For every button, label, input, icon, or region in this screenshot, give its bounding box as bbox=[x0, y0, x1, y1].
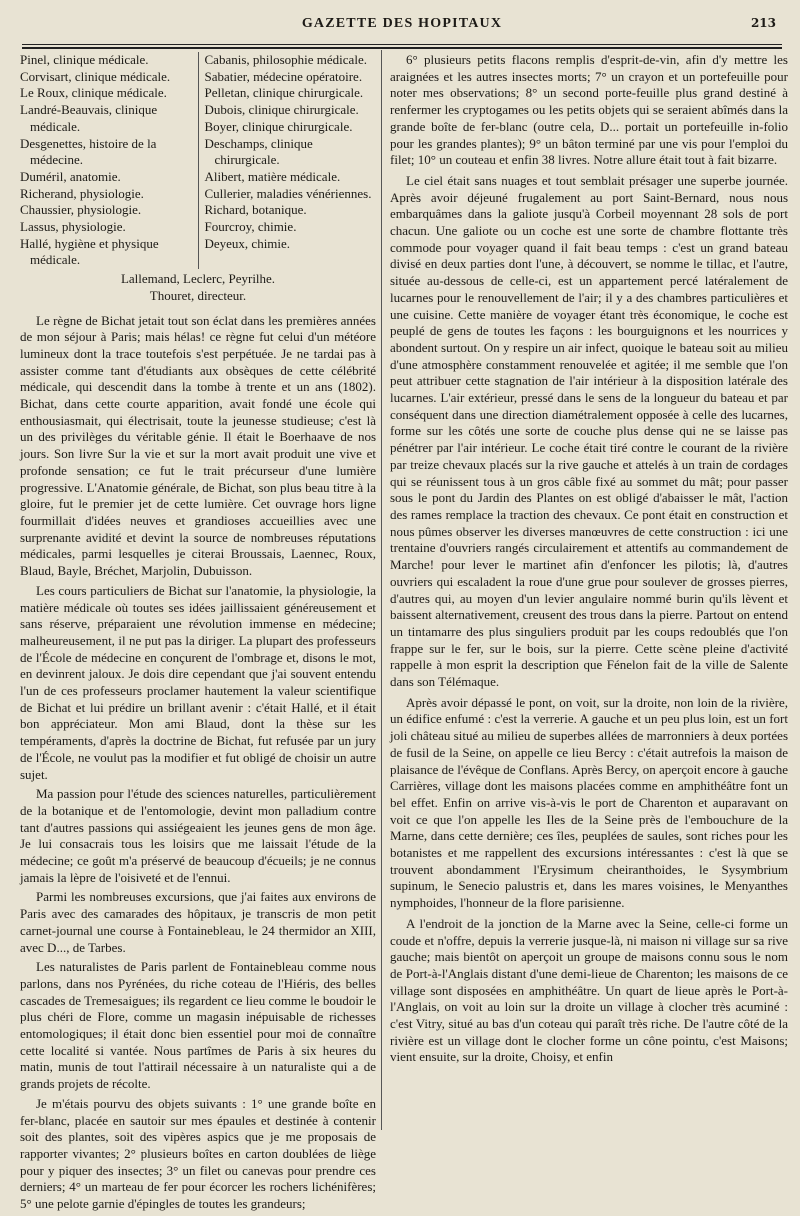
staff-entry: Deschamps, clinique chirurgicale. bbox=[204, 135, 313, 168]
staff-tail-director: Thouret, directeur. bbox=[149, 287, 247, 303]
staff-entry: Alibert, matière médicale. bbox=[204, 168, 341, 184]
staff-list-left bbox=[20, 52, 199, 269]
left-column bbox=[20, 52, 376, 1216]
staff-entry: Landré-Beauvais, clinique médicale. bbox=[20, 102, 158, 134]
header-rule-thin bbox=[22, 44, 782, 45]
staff-entry: Fourcroy, chimie. bbox=[204, 219, 297, 235]
article-paragraph: Le règne de Bichat jetait tout son éclat dans les premières années de mon séjour à Paris; mais hélas! ce règne fut celui d'un météore lumineux dont la trace toutefois s'est perpétuée. Je ne tardai pas à assister comme tant d'étudiants aux obsèques de cette célébrité médicale, qui descendit dans la tombe à trente et un ans (1802). Bichat, dans cette courte apparition, avait fondé une école qui enthousiasmait, qui électrisait, toute la jeunesse studieuse; c'est là un des privilèges du véritable génie. Il était le Boerhaave de nos jours. Son livre Sur la vie et sur la mort avait produit une vive et profonde sensation; ce fut le trait précurseur d'une lumière progressive. L'Anatomie générale, de Bichat, son plus beau titre à la gloire, fut le premier jet de cette lumière. Cet ouvrage hors ligne fourmillait d'idées neuves et grandioses accueillies avec une surprenante avidité et devint la source de nombreuses réputations médicales, parmi lesquelles je citerai Broussais, Laennec, Roux, Blaud, Bayle, Bréchet, Marjolin, Dubuisson. bbox=[20, 312, 376, 579]
staff-entry: Desgenettes, histoire de la médecine. bbox=[20, 135, 157, 168]
column-divider bbox=[381, 50, 382, 1130]
page-number: 213 bbox=[750, 16, 776, 30]
page-header bbox=[22, 12, 782, 46]
staff-entry: Hallé, hygiène et physique médicale. bbox=[20, 235, 159, 268]
staff-list bbox=[20, 52, 376, 269]
staff-entry: Duméril, anatomie. bbox=[20, 168, 121, 184]
staff-entry: Deyeux, chimie. bbox=[204, 235, 291, 251]
article-paragraph: A l'endroit de la jonction de la Marne avec la Seine, celle-ci forme un coude et n'offre, depuis la verrerie jusque-là, ni maison ni village sur sa rive gauche; mais bientôt on aperçoit un groupe de maisons connu sous le nom de Port-à-l'Anglais distant d'une demi-lieue de Charenton; les maisons de ce village sont disposées en amphithéâtre. Un quart de lieue après le Port-à-l'Anglais, on voit au loin sur la droite un village à clocher très acuminé : c'est Vitry, situé au bas d'un coteau qui paraît très riche. De l'autre côté de la rivière est un village dont le clocher forme un cône pointu, c'est Maisons; vient ensuite, sur la droite, Choisy, et enfin bbox=[390, 915, 788, 1065]
staff-entry: Richard, botanique. bbox=[204, 202, 307, 218]
publication-title: GAZETTE DES HOPITAUX bbox=[301, 16, 503, 31]
staff-entry: Pelletan, clinique chirurgicale. bbox=[204, 85, 364, 101]
staff-entry: Pinel, clinique médicale. bbox=[20, 52, 149, 67]
staff-entry: Boyer, clinique chirurgicale. bbox=[204, 118, 353, 134]
staff-entry: Chaussier, physiologie. bbox=[20, 202, 142, 218]
staff-list-right bbox=[199, 52, 377, 269]
article-paragraph: Parmi les nombreuses excursions, que j'ai faites aux environs de Paris avec des camarades des hôpitaux, je transcris de mon petit carnet-journal une course à Fontainebleau, le 24 thermidor an XIII, avec D..., de Tarbes. bbox=[20, 889, 376, 955]
right-column bbox=[390, 52, 788, 1070]
staff-entry: Le Roux, clinique médicale. bbox=[20, 85, 167, 101]
article-paragraph: Ma passion pour l'étude des sciences naturelles, particulièrement de la botanique et de l'entomologie, devint mon palladium contre tant d'autres passions qui assiégeaient les jeunes gens de mon âge. Je lui consacrais tous les loisirs que me laissait l'étude de la médecine; ce goût m'a préservé de beaucoup d'écueils; je ne connus jamais la lèpre de l'oisiveté et de l'ennui. bbox=[20, 786, 376, 885]
header-rule-thick bbox=[22, 47, 782, 49]
staff-entry: Richerand, physiologie. bbox=[20, 185, 144, 201]
article-paragraph: 6° plusieurs petits flacons remplis d'esprit-de-vin, afin d'y mettre les araignées et les autres insectes morts; 7° un crayon et un portefeuille pour noter mes observations; 8° un second porte-feuille plus grand destiné à renfermer les cryptogames ou les petits objets qui se seraient abîmés dans la grande boîte de fer-blanc (outre cela, D... portait un portefeuille in-folio pour les grandes plantes); 9° un bâton terminé par une vis pour l'emploi du filet; 10° un couteau et enfin 38 livres. Notre allure était tout à fait bizarre. bbox=[390, 52, 788, 168]
staff-entry: Cullerier, maladies vénériennes. bbox=[204, 185, 372, 201]
staff-entry: Corvisart, clinique médicale. bbox=[20, 68, 171, 84]
staff-entry: Dubois, clinique chirurgicale. bbox=[204, 102, 359, 118]
staff-list-tail bbox=[20, 271, 376, 304]
staff-tail-line: Lallemand, Leclerc, Peyrilhe. bbox=[120, 271, 276, 287]
staff-entry: Lassus, physiologie. bbox=[20, 219, 126, 235]
article-paragraph: Je m'étais pourvu des objets suivants : 1° une grande boîte en fer-blanc, placée en sautoir sur mes épaules et destinée à contenir soit des plantes, soit des vipères aspics que je me proposais de rapporter vivantes; 2° plusieurs boîtes en carton doublées de liège pour y piquer des insectes; 3° un filet ou canevas pour prendre ces derniers; 4° un marteau de fer pour écorcer les rochers lichénifères; 5° une pelote garnie d'épingles de toutes les grandeurs; bbox=[20, 1095, 376, 1212]
article-paragraph: Le ciel était sans nuages et tout semblait présager une superbe journée. Après avoir déjeuné frugalement au port Saint-Bernard, nous nous embarquâmes dans la galiote jusqu'à Corbeil moyennant 28 sols de port chacun. Une galiote ou un coche est une sorte de chambre flottante très commode pour voyager quand il fait beau temps : c'est un grand bateau divisé en deux parties dont l'une, à découvert, se nomme le tillac, et l'autre, située au-dessous de celle-ci, est un appartement percé latéralement de lucarnes pour le renouvellement de l'air; il y a des chambres particulières et une cuisine. Cette manière de voyager étant très économique, le coche est peuplé de gens de toutes les façons : les bourguignons et les nourrices y abondent surtout. On y respire un air infect, quoique le bateau soit au milieu d'une atmosphère constamment renouvelée et agitée; il me semble que l'on peut attribuer cette stagnation de l'air intérieur à la disposition latérale des lucarnes. L'air extérieur, pressé dans le sens de la longueur du bateau et par conséquent dans une direction diamétralement opposée à celle des lucarnes, forme sur les côtés une sorte de couche plus dense qui ne se laisse pas pénétrer par l'air intérieur. Le coche était tiré contre le courant de la rivière par treize chevaux placés sur la rive gauche et attelés à un train de cordages qui se réunissent tous à un gros câble fixé au sommet du mât; pour passer sous le pont du Jardin des Plantes on est obligé d'abaisser le mât, l'action des rames remplace la traction des chevaux. Ce pont était en construction et nous pûmes observer les diverses manœuvres de cette construction : ici une trentaine d'ouvriers rangés circulairement et attentifs au commandement de Marche! pour lever le martinet afin d'enfoncer les pilotis; là, d'autres ouvriers qui escaladent la roue d'une grue pour soulever de grosses pierres, d'autres qui, au moyen d'un levier angulaire nommé burin qu'ils lèvent et baissent alternativement, creusent des trous dans la pierre. Partout on entend un tintamarre des plus singuliers produit par les coups redoublés que l'on frappe sur le fer, sur le bois, sur la pierre. Cette scène pleine d'activité rappelle à mon esprit la description que Fénelon fait de la ville de Salente dans son Télémaque. bbox=[390, 172, 788, 690]
article-paragraph: Les cours particuliers de Bichat sur l'anatomie, la physiologie, la matière médicale où toutes ses idées jaillissaient généreusement et sans réserve, préparaient une révolution immense en médecine; malheureusement, il ne put pas la diriger. La plupart des professeurs de l'École de médecine en conçurent de l'ombrage et, disons le mot, en devinrent jaloux. Je dois dire cependant que j'ai souvent entendu l'un de ces professeurs proclamer hautement la valeur scientifique de Bichat et lui prédire un brillant avenir : c'était Hallé, et il était bon appréciateur. Mon ami Blaud, dont la thèse sur les tempéraments, d'après la doctrine de Bichat, fut refusée par un jury de l'École, ne voulut pas la modifier et fut obligé de choisir un autre sujet. bbox=[20, 582, 376, 782]
staff-entry: Sabatier, médecine opératoire. bbox=[204, 68, 363, 84]
article-paragraph: Les naturalistes de Paris parlent de Fontainebleau comme nous parlons, dans nos Pyrénées, du riche coteau de l'Hiéris, des belles cascades de Tremesaigues; ils regardent ce lieu comme le boudoir le plus chéri de Flore, comme un magasin inépuisable de richesses entomologiques; il était donc bien essentiel pour moi de connaître cette localité si vantée. Nous partîmes de Paris à six heures du matin, munis de tout l'attirail nécessaire à un naturaliste qui a de grands projets de récolte. bbox=[20, 959, 376, 1092]
article-paragraph: Après avoir dépassé le pont, on voit, sur la droite, non loin de la rivière, un édifice enfumé : c'est la verrerie. A gauche et un peu plus loin, est un fort joli château situé au milieu de superbes allées de marronniers à deux portées de fusil de la Seine, on appelle ce lieu Bercy : c'était autrefois la maison de plaisance de l'évêque de Conflans. Après Bercy, on aperçoit encore à gauche Carrières, village dont les maisons placées comme en amphithéâtre font un bel effet. Enfin on arrive vis-à-vis le port de Charenton et auparavant on voit ce que l'on appelle les Iles de la Seine près de l'embouchure de la Marne, dans cette dernière; ces îles, peuplées de saules, sont riches pour les botanistes et me rappellent des excursions intéressantes : c'est là que se trouvent abondamment l'Erysimum cheiranthoides, le Sysymbrium supinum, le Senecio palustris et, dans les mares voisines, le Menyanthes nymphoides, l'honneur de la flore parisienne. bbox=[390, 694, 788, 911]
staff-entry: Cabanis, philosophie médicale. bbox=[204, 52, 367, 67]
